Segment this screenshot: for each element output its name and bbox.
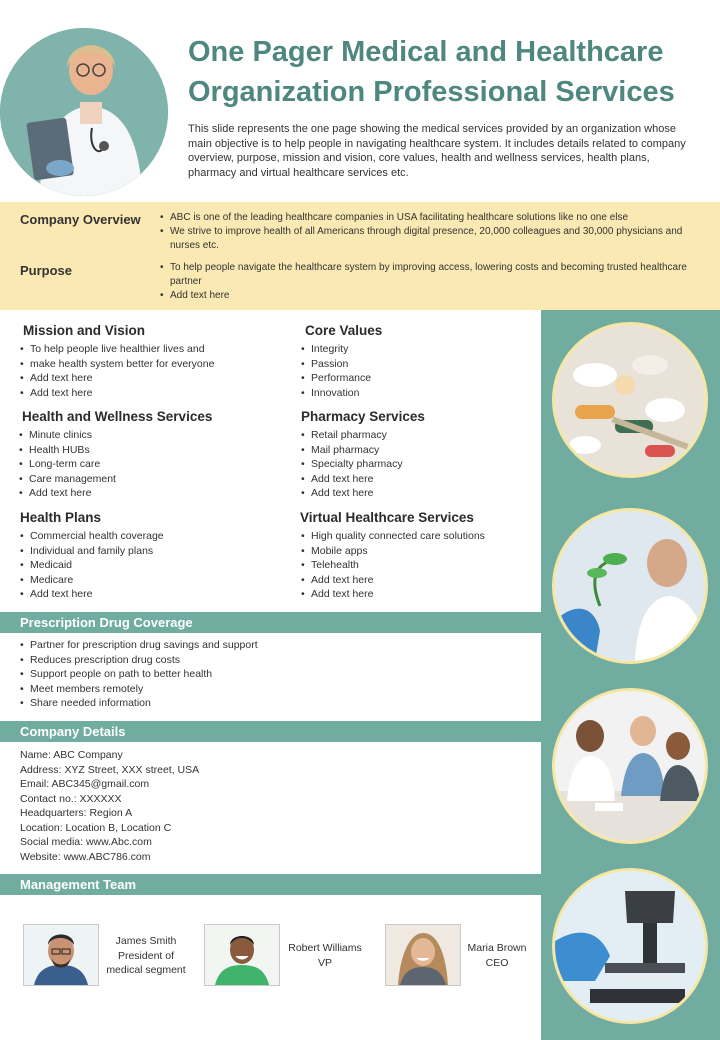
member-role: medical segment [106, 964, 186, 976]
purpose-label: Purpose [20, 263, 73, 278]
list-item: • Integrity [301, 342, 371, 357]
list-item: • Medicaid [20, 558, 164, 573]
wellness-list [19, 428, 116, 501]
company-overview-list [160, 211, 700, 254]
virtual-heading: Virtual Healthcare Services [300, 510, 474, 525]
page-title: One Pager Medical and Healthcare Organization Professional Services [188, 36, 675, 108]
detail-line: Headquarters: Region A [20, 807, 133, 819]
hero-doctor-photo [0, 28, 168, 196]
core-values-list [301, 342, 371, 400]
detail-line: Contact no.: XXXXXX [20, 792, 122, 805]
list-item: • Share needed information [20, 696, 258, 711]
company-details-heading-bar: Company Details [0, 721, 541, 742]
list-item: • Minute clinics [19, 428, 116, 443]
list-item: • Partner for prescription drug savings and support [20, 638, 258, 653]
virtual-list [301, 529, 485, 602]
james-smith-photo [23, 924, 99, 986]
list-item: • Performance [301, 371, 371, 386]
list-item [20, 357, 214, 372]
list-item: • Mail pharmacy [301, 443, 403, 458]
list-item: • Health HUBs [19, 443, 116, 458]
list-item-continuation: make health system better for everyone [30, 357, 215, 370]
core-values-heading: Core Values [305, 323, 383, 338]
mission-list [20, 342, 214, 400]
member-james-smith [100, 934, 192, 978]
prescription-list [20, 638, 258, 711]
list-item: • Add text here [301, 587, 485, 602]
member-name: Maria Brown [467, 942, 527, 954]
pharmacy-heading: Pharmacy Services [301, 409, 425, 424]
company-overview-label: Company Overview [20, 212, 141, 227]
list-item: • To help people navigate the healthcare system by improving access, lowering costs and becoming trusted healthcare partner [160, 261, 700, 289]
list-item: • Innovation [301, 386, 371, 401]
purpose-list [160, 261, 700, 304]
lab-scientist-photo [552, 508, 708, 664]
wellness-heading: Health and Wellness Services [22, 409, 213, 424]
detail-line: Name: ABC Company [20, 749, 123, 761]
robert-williams-photo [204, 924, 280, 986]
detail-line: Location: Location B, Location C [20, 821, 172, 834]
list-item: • Retail pharmacy [301, 428, 403, 443]
list-item: • Long-term care [19, 457, 116, 472]
list-item: • Add text here [20, 371, 214, 386]
list-item: • We strive to improve health of all Americans through digital presence, 20,000 colleagues and 30,000 physicians and nurses etc. [160, 225, 700, 253]
list-item: • Telehealth [301, 558, 485, 573]
list-item: • Support people on path to better health [20, 667, 258, 682]
member-robert-williams [282, 941, 368, 970]
list-item: • To help people live healthier lives and [20, 342, 214, 357]
company-details [20, 748, 199, 864]
list-item: • Passion [301, 357, 371, 372]
list-item: • Reduces prescription drug costs [20, 653, 258, 668]
list-item: • Medicare [20, 573, 164, 588]
list-item: • Add text here [20, 386, 214, 401]
detail-line: Email: ABC345@gmail.com [20, 778, 150, 790]
list-item: • Add text here [301, 486, 403, 501]
mission-heading: Mission and Vision [23, 323, 146, 338]
member-name: Robert Williams [288, 942, 362, 954]
page-description: This slide represents the one page showing the medical services provided by an organization whose main objective is to help people in navigating healthcare system. It includes details related to company overview, purpose, mission and vision, core values, health and wellness services, health plans, pharmacy and virtual healthcare services etc. [188, 123, 686, 179]
member-maria-brown [462, 941, 532, 970]
list-item: • Meet members remotely [20, 682, 258, 697]
detail-line: Social media: www.Abc.com [20, 836, 152, 848]
microscope-photo [552, 868, 708, 1024]
list-item: • High quality connected care solutions [301, 529, 485, 544]
member-name: James Smith [115, 935, 177, 947]
health-plans-heading: Health Plans [20, 510, 102, 525]
detail-line: Address: XYZ Street, XXX street, USA [20, 763, 200, 776]
list-item: • Commercial health coverage [20, 529, 164, 544]
management-heading-bar: Management Team [0, 874, 541, 895]
list-item: • Add text here [160, 289, 700, 303]
detail-line: Website: www.ABC786.com [20, 850, 151, 863]
maria-brown-photo [385, 924, 461, 986]
list-item: • Mobile apps [301, 544, 485, 559]
pharmacy-list [301, 428, 403, 501]
overview-band [0, 202, 720, 310]
list-item: • Add text here [19, 486, 116, 501]
list-item: • Add text here [301, 573, 485, 588]
member-role: President of [117, 949, 175, 962]
list-item: • ABC is one of the leading healthcare companies in USA facilitating healthcare solutions like no one else [160, 211, 700, 225]
member-role: CEO [485, 956, 509, 969]
member-role: VP [317, 956, 332, 969]
pills-photo [552, 322, 708, 478]
list-item: • Add text here [301, 472, 403, 487]
list-item: • Individual and family plans [20, 544, 164, 559]
health-plans-list [20, 529, 164, 602]
list-item: • Specialty pharmacy [301, 457, 403, 472]
list-item: • Add text here [20, 587, 164, 602]
medical-team-photo [552, 688, 708, 844]
list-item: • Care management [19, 472, 116, 487]
prescription-heading-bar: Prescription Drug Coverage [0, 612, 541, 633]
